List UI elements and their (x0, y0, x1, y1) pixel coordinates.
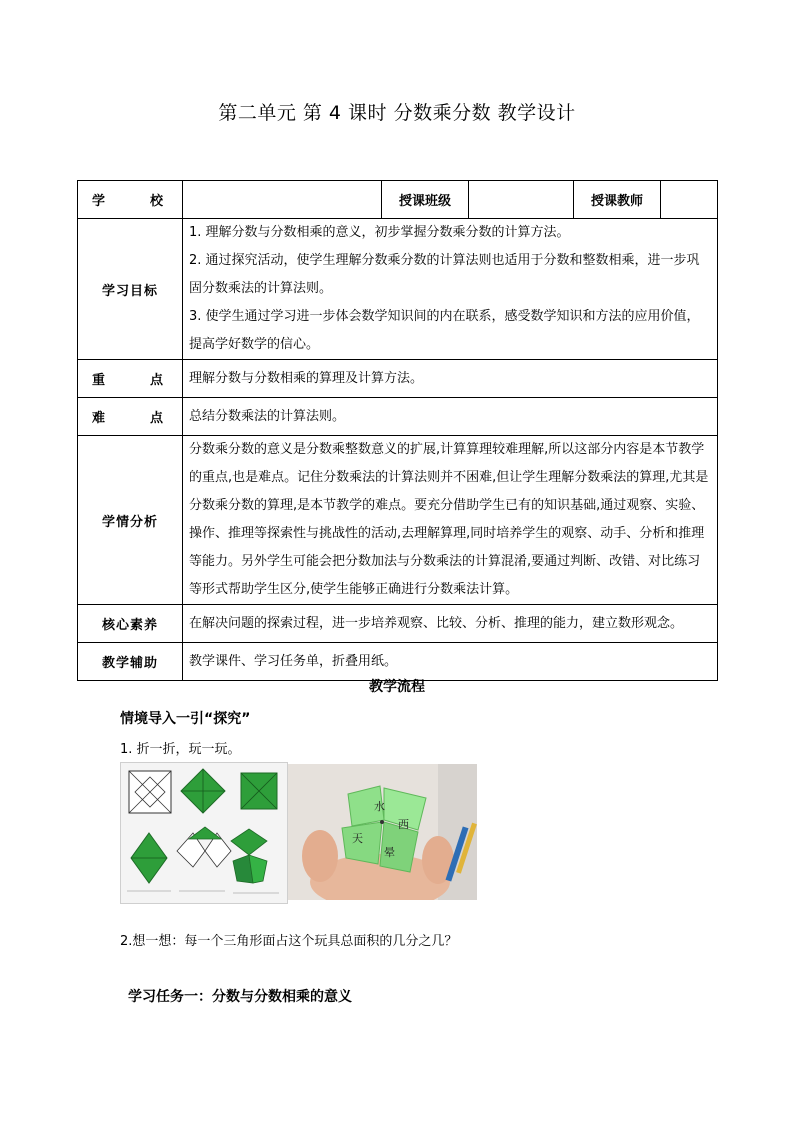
school-label: 学 校 (78, 181, 183, 219)
analysis-value: 分数乘分数的意义是分数乘整数意义的扩展,计算算理较难理解,所以这部分内容是本节教学的重点,也是难点。记住分数乘法的计算法则并不困难,但让学生理解分数乘法的算理,尤其是分数乘分数的算理,是本节教学的难点。要充分借助学生已有的知识基础,通过观察、实验、操作、推理等探索性与挑战性的活动,去理解算理,同时培养学生的观察、动手、分析和推理等能力。另外学生可能会把分数加法与分数乘法的计算混淆,要通过判断、改错、对比练习等形式帮助学生区分,使学生能够正确进行分数乘法计算。 (183, 436, 718, 605)
fold-step-3 (241, 773, 277, 809)
class-label: 授课班级 (382, 181, 469, 219)
lesson-info-table (77, 180, 718, 681)
difficulty-value: 总结分数乘法的计算法则。 (183, 398, 718, 436)
aids-value: 教学课件、学习任务单，折叠用纸。 (183, 643, 718, 681)
difficulty-label: 难 点 (78, 398, 183, 436)
aids-label: 教学辅助 (78, 643, 183, 681)
table-row (78, 605, 718, 643)
table-row (78, 436, 718, 605)
step-2-text: 2.想一想：每一个三角形面占这个玩具总面积的几分之几？ (120, 934, 458, 949)
fortune-teller-photo (288, 764, 477, 900)
flow-heading: 教学流程 (369, 679, 425, 695)
table-row (78, 643, 718, 681)
toy-char: 水 (374, 800, 385, 813)
analysis-label: 学情分析 (78, 436, 183, 605)
goals-label: 学习目标 (78, 219, 183, 360)
teacher-value (661, 181, 718, 219)
key-point-value: 理解分数与分数相乘的算理及计算方法。 (183, 360, 718, 398)
toy-char: 西 (398, 818, 409, 831)
intro-heading: 情境导入一引“探究” (120, 711, 251, 727)
literacy-value: 在解决问题的探索过程，进一步培养观察、比较、分析、推理的能力，建立数形观念。 (183, 605, 718, 643)
table-row (78, 219, 718, 360)
goal-item: 2. 通过探究活动，使学生理解分数乘分数的计算法则也适用于分数和整数相乘，进一步巩固分数乘法的计算法则。 (189, 253, 700, 296)
task-1-heading: 学习任务一：分数与分数相乘的意义 (128, 989, 352, 1005)
goal-item: 3. 使学生通过学习进一步体会数学知识间的内在联系，感受数学知识和方法的应用价值，提高学好数学的信心。 (189, 309, 700, 352)
fortune-teller-illustration (288, 764, 477, 900)
teacher-label: 授课教师 (574, 181, 661, 219)
class-value (469, 181, 574, 219)
key-point-label: 重 点 (78, 360, 183, 398)
table-row (78, 398, 718, 436)
toy-char: 天 (352, 832, 363, 845)
literacy-label: 核心素养 (78, 605, 183, 643)
goals-content (183, 219, 718, 360)
fold-step-1 (129, 771, 171, 813)
goal-item: 1. 理解分数与分数相乘的意义，初步掌握分数乘分数的计算方法。 (189, 225, 570, 240)
folding-diagram (121, 763, 287, 903)
table-row (78, 181, 718, 219)
school-value (183, 181, 382, 219)
page-title: 第二单元 第 4 课时 分数乘分数 教学设计 (218, 102, 576, 124)
toy-char: 晕 (384, 846, 395, 859)
table-row (78, 360, 718, 398)
folding-diagram-image (120, 762, 288, 904)
step-1-text: 1. 折一折，玩一玩。 (120, 742, 241, 757)
